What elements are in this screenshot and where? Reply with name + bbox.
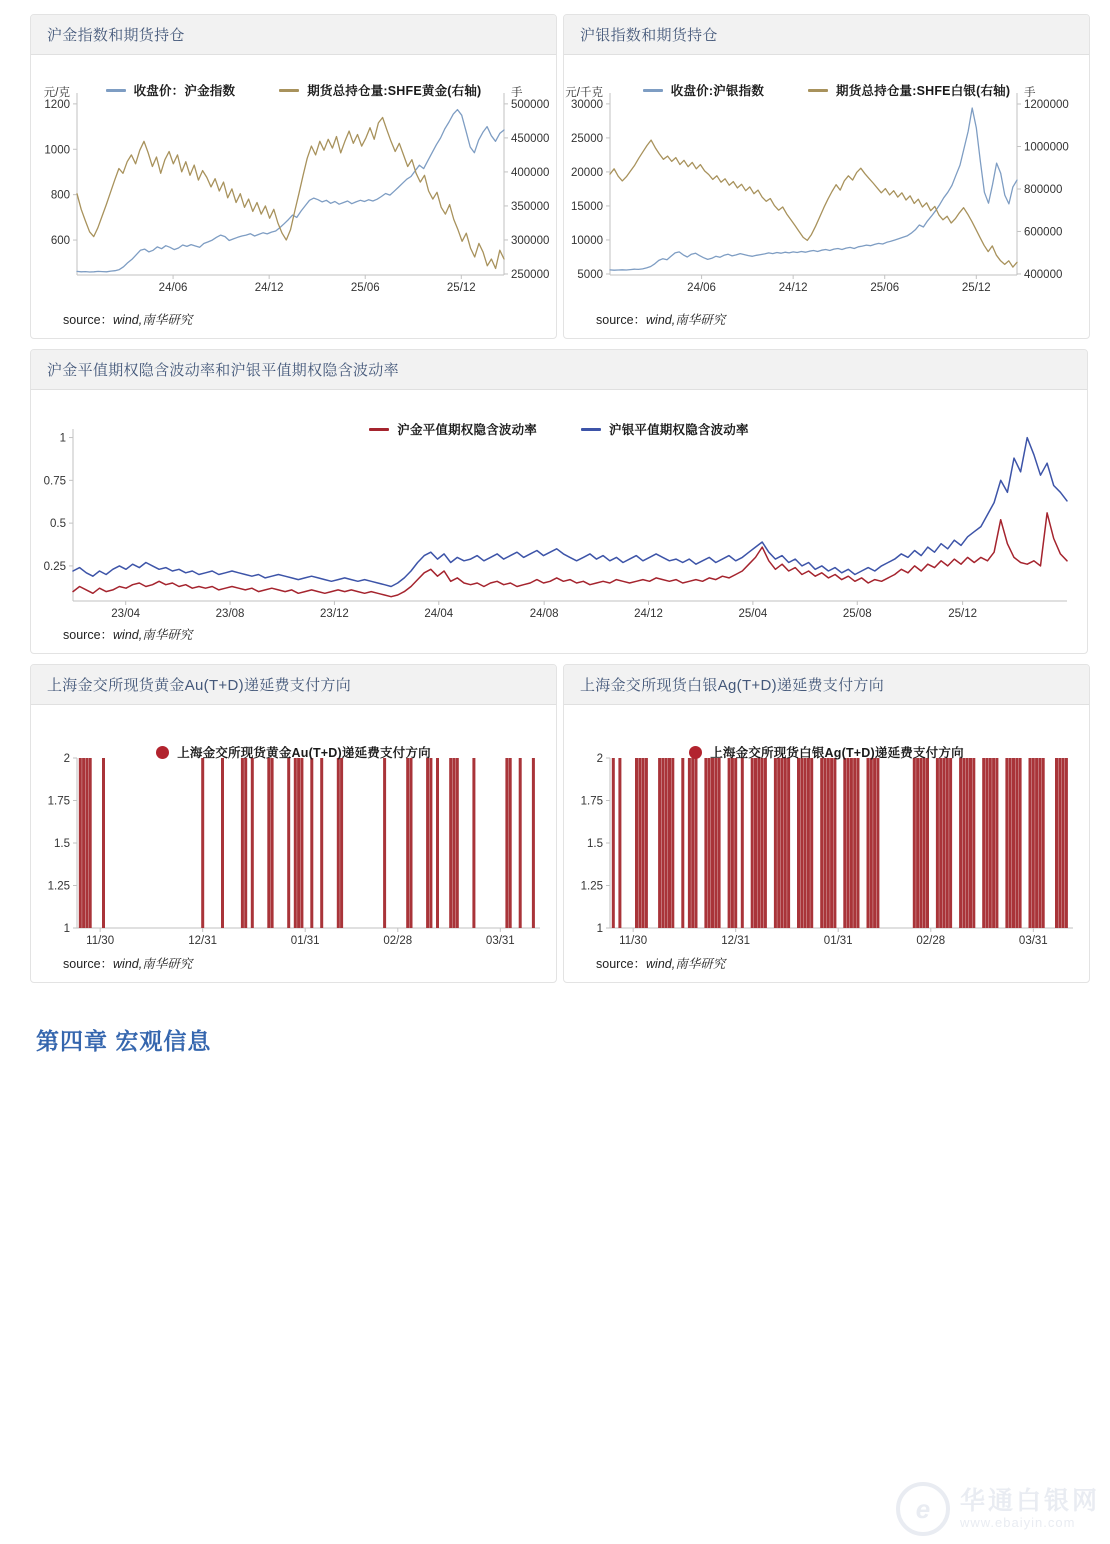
svg-text:02/28: 02/28 [383,935,413,947]
svg-text:03/31: 03/31 [1018,935,1048,947]
svg-text:1.25: 1.25 [47,880,70,893]
svg-text:1000: 1000 [44,144,70,157]
panel-gold-td [30,664,557,983]
chart-row-3 [30,664,1086,983]
svg-text:03/31: 03/31 [485,935,515,947]
svg-text:800000: 800000 [1024,183,1063,196]
panel-title-gold-index-oi: 沪金指数和期货持仓 [31,15,556,55]
svg-text:800: 800 [50,189,70,202]
svg-text:1: 1 [596,923,603,935]
panel-implied-vol [30,349,1088,654]
svg-text:01/31: 01/31 [823,935,853,947]
svg-text:元/千克: 元/千克 [565,86,603,99]
legend-item: 期货总持仓量:SHFE白银(右轴) [808,81,1010,99]
svg-text:400000: 400000 [1024,268,1063,281]
source-note: source：wind,南华研究 [63,957,193,971]
svg-text:30000: 30000 [571,98,603,111]
panel-silver-td [563,664,1090,983]
svg-text:25/04: 25/04 [738,608,768,620]
svg-text:1: 1 [63,923,70,935]
svg-text:23/08: 23/08 [215,608,245,620]
svg-text:25000: 25000 [571,132,603,145]
svg-text:2: 2 [63,753,70,765]
svg-text:25/06: 25/06 [350,282,380,294]
legend-item: 期货总持仓量:SHFE黄金(右轴) [279,81,481,99]
svg-text:250000: 250000 [511,268,550,281]
legend-item: 收盘价:沪银指数 [643,81,764,99]
svg-text:24/08: 24/08 [529,608,559,620]
chapter-heading: 第四章 宏观信息 [36,1028,212,1054]
svg-text:25/12: 25/12 [446,282,476,294]
svg-text:20000: 20000 [571,166,603,179]
source-note: source：wind,南华研究 [63,628,193,642]
watermark-logo-icon: e [896,1482,950,1536]
svg-text:23/12: 23/12 [320,608,349,620]
svg-text:400000: 400000 [511,166,550,179]
svg-text:600: 600 [50,235,70,248]
legend-item: 沪银平值期权隐含波动率 [581,420,749,438]
source-note: source：wind,南华研究 [596,957,726,971]
panel-title-silver-index-oi: 沪银指数和期货持仓 [564,15,1089,55]
svg-text:300000: 300000 [511,234,550,247]
silver-td-chart [564,705,1089,949]
svg-text:500000: 500000 [511,98,550,111]
panel-gold-index-oi [30,14,557,339]
svg-text:1.25: 1.25 [580,880,603,893]
chart-row-1 [30,14,1086,339]
svg-text:01/31: 01/31 [290,935,320,947]
svg-text:1.75: 1.75 [47,795,70,808]
legend-item: 沪金平值期权隐含波动率 [369,420,537,438]
svg-text:1000000: 1000000 [1024,141,1069,154]
svg-text:24/04: 24/04 [424,608,454,620]
svg-text:12/31: 12/31 [188,935,218,947]
svg-text:24/12: 24/12 [634,608,663,620]
watermark-text [960,1488,1100,1531]
svg-text:600000: 600000 [1024,226,1063,239]
svg-text:0.25: 0.25 [43,560,66,573]
svg-text:1.5: 1.5 [54,838,70,850]
svg-text:02/28: 02/28 [916,935,946,947]
svg-text:25/12: 25/12 [948,608,978,620]
svg-text:11/30: 11/30 [619,935,648,947]
svg-text:1200000: 1200000 [1024,99,1069,112]
source-note: source：wind,南华研究 [63,313,193,327]
gold-index-oi-chart [31,55,556,305]
svg-text:元/克: 元/克 [43,86,70,99]
svg-text:15000: 15000 [571,200,603,213]
svg-text:手: 手 [1024,87,1036,100]
svg-text:1200: 1200 [44,98,70,111]
panel-title-silver-td: 上海金交所现货白银Ag(T+D)递延费支付方向 [564,665,1089,705]
svg-text:450000: 450000 [511,132,550,145]
svg-text:24/06: 24/06 [158,282,188,294]
watermark-url: www.ebaiyin.com [959,1515,1076,1531]
svg-text:12/31: 12/31 [721,935,751,947]
svg-text:0.5: 0.5 [50,518,66,531]
svg-text:1.75: 1.75 [580,795,603,808]
chart-row-2 [30,349,1086,654]
svg-text:1.5: 1.5 [587,838,603,850]
svg-text:25/08: 25/08 [842,608,872,620]
svg-text:25/06: 25/06 [870,282,900,294]
silver-index-oi-chart [564,55,1089,305]
svg-text:手: 手 [511,86,523,99]
svg-text:24/06: 24/06 [687,282,716,294]
implied-vol-chart [31,390,1087,620]
legend-item: 收盘价：沪金指数 [106,81,236,99]
legend-item: 上海金交所现货白银Ag(T+D)递延费支付方向 [689,743,964,761]
svg-text:23/04: 23/04 [111,608,141,620]
panel-silver-index-oi [563,14,1090,339]
watermark [896,1482,1100,1536]
watermark-brand: 华通白银网 [959,1486,1100,1515]
svg-text:24/12: 24/12 [778,282,808,294]
svg-text:350000: 350000 [511,200,550,213]
svg-text:11/30: 11/30 [86,935,115,947]
svg-text:25/12: 25/12 [961,282,991,294]
legend-item: 上海金交所现货黄金Au(T+D)递延费支付方向 [156,743,431,761]
svg-text:1: 1 [59,432,66,445]
svg-text:0.75: 0.75 [43,475,66,488]
svg-text:2: 2 [596,753,603,765]
svg-text:24/12: 24/12 [254,282,284,294]
source-note: source：wind,南华研究 [596,313,726,327]
panel-title-implied-vol: 沪金平值期权隐含波动率和沪银平值期权隐含波动率 [31,350,1087,390]
gold-td-chart [31,705,556,949]
panel-title-gold-td: 上海金交所现货黄金Au(T+D)递延费支付方向 [31,665,556,705]
svg-text:5000: 5000 [577,268,603,281]
svg-text:10000: 10000 [571,234,603,247]
